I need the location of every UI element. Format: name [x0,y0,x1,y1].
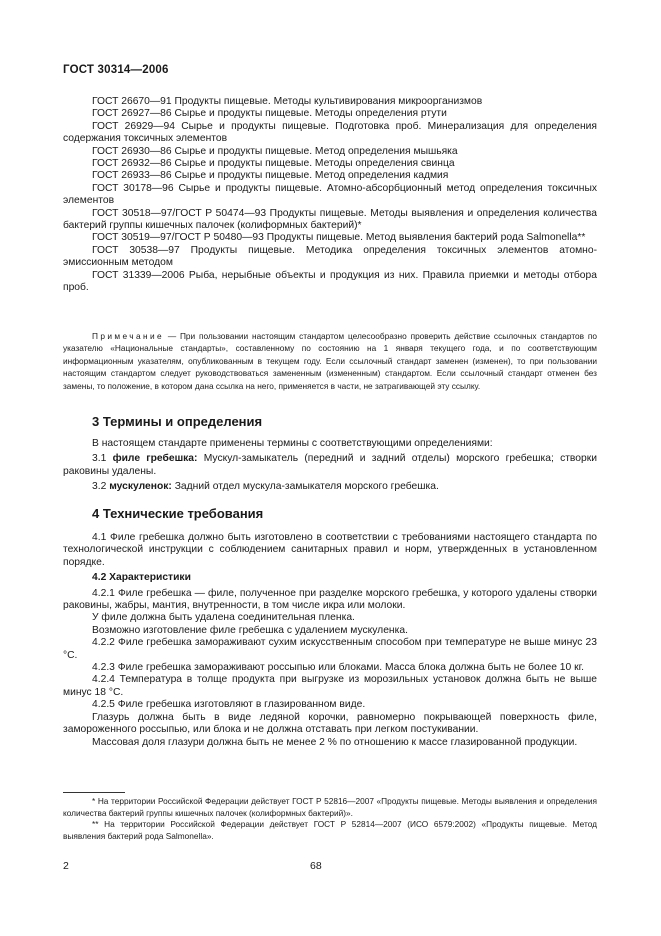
footnote-divider [63,792,125,793]
reference-item: ГОСТ 26932—86 Сырье и продукты пищевые. Методы определения свинца [92,158,455,170]
note-block [63,330,597,392]
term-1 [63,453,597,478]
clause-4-2-5-c: Массовая доля глазури должна быть не менее 2 % по отношению к массе глазированной продукции. [92,736,578,748]
section-3-intro: В настоящем стандарте применены термины с соответствующими определениями: [92,438,493,449]
reference-item: ГОСТ 30518—97/ГОСТ Р 50474—93 Продукты пищевые. Методы выявления и определения количества бактерий группы кишечных палочек (колиформных бактерий)* [63,207,597,232]
page-center-number: 68 [310,860,322,872]
reference-item: ГОСТ 26929—94 Сырье и продукты пищевые. Подготовка проб. Минерализация для определения содержания токсичных элементов [63,120,597,145]
reference-item: ГОСТ 30178—96 Сырье и продукты пищевые. Атомно-абсорбционный метод определения токсичных элементов [63,182,597,207]
clause-4-1: 4.1 Филе гребешка должно быть изготовлено в соответствии с требованиями настоящего стандарта по технологической инструкции с соблюдением санитарных правил и норм, утвержденных в установленном порядке. [63,532,597,568]
section-4-title: 4 Технические требования [92,506,264,521]
term-2-definition: Задний отдел мускула-замыкателя морского гребешка. [171,481,439,493]
term-2-number: 3.2 [92,481,110,493]
clause-4-2-3: 4.2.3 Филе гребешка замораживают россыпью или блоками. Масса блока должна быть не более 10 кг. [92,662,584,674]
reference-item: ГОСТ 30538—97 Продукты пищевые. Методика определения токсичных элементов атомно-эмиссионным методом [63,244,597,269]
reference-item: ГОСТ 31339—2006 Рыба, нерыбные объекты и продукция из них. Правила приемки и методы отбора проб. [63,269,597,294]
section-4-body [63,532,597,749]
footnotes [63,796,597,842]
page-number: 2 [63,860,69,872]
clause-4-2-1-b: У филе должна быть удалена соединительная пленка. [92,612,355,624]
reference-item: ГОСТ 30519—97/ГОСТ Р 50480—93 Продукты пищевые. Метод выявления бактерий рода Salmonella** [92,232,586,244]
section-3-title: 3 Термины и определения [92,414,263,429]
reference-item: ГОСТ 26670—91 Продукты пищевые. Методы культивирования микроорганизмов [92,96,483,107]
footnote-2: ** На территории Российской Федерации действует ГОСТ Р 52814—2007 (ИСО 6579:2002) «Продукты пищевые. Метод выявления бактерий рода Salmonella». [63,819,597,841]
clause-4-2-heading: 4.2 Характеристики [92,572,191,584]
clause-4-2-1-c: Возможно изготовление филе гребешка с удалением мускуленка. [92,624,408,636]
footnote-1: * На территории Российской Федерации действует ГОСТ Р 52816—2007 «Продукты пищевые. Методы выявления и определения количества бактерий группы кишечных палочек (колиформных бактерий)». [63,796,597,818]
note-label: Примечание [92,331,165,341]
note-text: — При пользовании настоящим стандартом целесообразно проверить действие ссылочных стандартов по указателю «Национальные стандарты», составленному по состоянию на 1 января текущего года, и по соответствующим информационным указателям, опубликованным в текущем году. Если ссылочный стандарт заменен (изменен), то при пользовании настоящим стандартом следует руководствоваться замененным (измененным) стандартом. Если ссылочный стандарт отменен без замены, то положение, в котором дана ссылка на него, применяется в части, не затрагивающей эту ссылку. [63,331,597,391]
reference-item: ГОСТ 26933—86 Сырье и продукты пищевые. Метод определения кадмия [92,170,449,182]
clause-4-2-4: 4.2.4 Температура в толще продукта при выгрузке из морозильных установок должна быть не выше минус 18 °С. [63,674,597,698]
normative-references [63,96,597,295]
term-1-number: 3.1 [92,453,113,465]
term-1-definition: Мускул-замыкатель (передний и задний отделы) морского гребешка; створки раковины удалены. [63,453,597,477]
document-header: ГОСТ 30314—2006 [63,64,169,76]
clause-4-2-5: 4.2.5 Филе гребешка изготовляют в глазированном виде. [92,699,366,711]
clause-4-2-1: 4.2.1 Филе гребешка — филе, полученное при разделке морского гребешка, у которого удалены створки раковины, жабры, мантия, внутренности, в том числе икра или молоки. [63,587,597,612]
term-2 [63,481,597,493]
section-3-body [63,438,597,494]
term-2-name: мускуленок: [109,481,172,493]
reference-item: ГОСТ 26927—86 Сырье и продукты пищевые. Методы определения ртути [92,108,447,120]
note-paragraph [63,330,597,392]
term-1-name: филе гребешка: [112,453,198,465]
clause-4-2-5-b: Глазурь должна быть в виде ледяной корочки, равномерно покрывающей поверхность филе, замороженного россыпью, или блока и не должна отставать при легком постукивании. [63,711,597,736]
clause-4-2-2: 4.2.2 Филе гребешка замораживают сухим искусственным способом при температуре не выше минус 23 °С. [63,637,597,661]
reference-item: ГОСТ 26930—86 Сырье и продукты пищевые. Метод определения мышьяка [92,145,458,157]
